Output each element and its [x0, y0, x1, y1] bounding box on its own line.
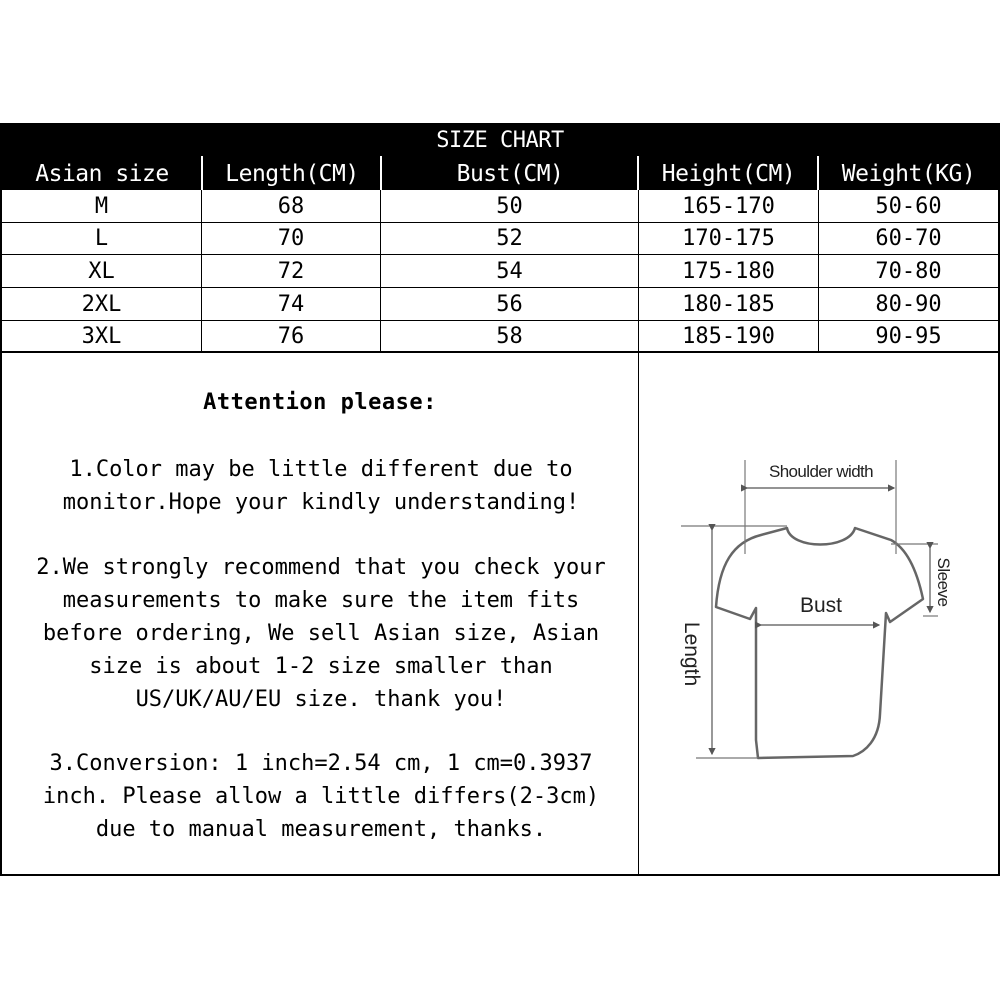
attention-note-2	[6, 551, 636, 716]
note-line: 2.We strongly recommend that you check your	[36, 555, 606, 580]
table-cell: 50	[496, 194, 523, 219]
table-cell: 56	[496, 292, 523, 317]
header-asian-size: Asian size	[2, 156, 202, 190]
header-weight: Weight(KG)	[819, 156, 998, 190]
table-cell: 60-70	[875, 226, 942, 251]
table-cell: 185-190	[682, 324, 775, 349]
table-cell: L	[94, 226, 109, 251]
header-length: Length(CM)	[203, 156, 381, 190]
tshirt-outline-icon	[716, 528, 923, 758]
length-label: Length	[680, 621, 703, 687]
table-cell: 70-80	[875, 259, 942, 284]
table-cell: 68	[277, 194, 305, 219]
attention-heading: Attention please:	[203, 390, 437, 415]
attention-note-1	[6, 453, 636, 519]
table-cell: 3XL	[81, 324, 122, 349]
note-line: monitor.Hope your kindly understanding!	[62, 490, 580, 515]
table-cell: 74	[277, 292, 305, 317]
table-cell: 70	[277, 226, 305, 251]
note-line: US/UK/AU/EU size. thank you!	[135, 687, 507, 712]
shoulder-width-label: Shoulder width	[768, 462, 874, 481]
table-cell: M	[94, 194, 109, 219]
table-cell: 52	[496, 226, 523, 251]
note-line: inch. Please allow a little differs(2-3cm)	[42, 784, 600, 809]
note-line: size is about 1-2 size smaller than	[89, 654, 553, 679]
table-cell: 80-90	[875, 292, 942, 317]
sleeve-label: Sleeve	[934, 557, 953, 607]
note-line: 1.Color may be little different due to	[69, 457, 573, 482]
table-cell: 2XL	[81, 292, 122, 317]
attention-note-3	[6, 747, 636, 846]
table-cell: 50-60	[875, 194, 942, 219]
table-cell: 175-180	[682, 259, 775, 284]
table-cell: 90-95	[875, 324, 942, 349]
table-cell: 54	[496, 259, 523, 284]
tshirt-measurement-diagram	[641, 354, 998, 874]
bust-label: Bust	[799, 594, 843, 617]
note-line: due to manual measurement, thanks.	[95, 817, 547, 842]
header-height: Height(CM)	[639, 156, 818, 190]
chart-title: SIZE CHART	[2, 125, 998, 156]
header-bust: Bust(CM)	[382, 156, 638, 190]
note-line: 3.Conversion: 1 inch=2.54 cm, 1 cm=0.3937	[49, 751, 593, 776]
table-cell: 170-175	[682, 226, 775, 251]
table-cell: 165-170	[682, 194, 775, 219]
note-line: before ordering, We sell Asian size, Asian	[42, 621, 600, 646]
note-line: measurements to make sure the item fits	[62, 588, 580, 613]
table-cell: 76	[277, 324, 305, 349]
size-chart	[0, 123, 1000, 876]
table-cell: XL	[88, 259, 115, 284]
table-cell: 58	[496, 324, 523, 349]
table-cell: 72	[277, 259, 305, 284]
table-cell: 180-185	[682, 292, 775, 317]
